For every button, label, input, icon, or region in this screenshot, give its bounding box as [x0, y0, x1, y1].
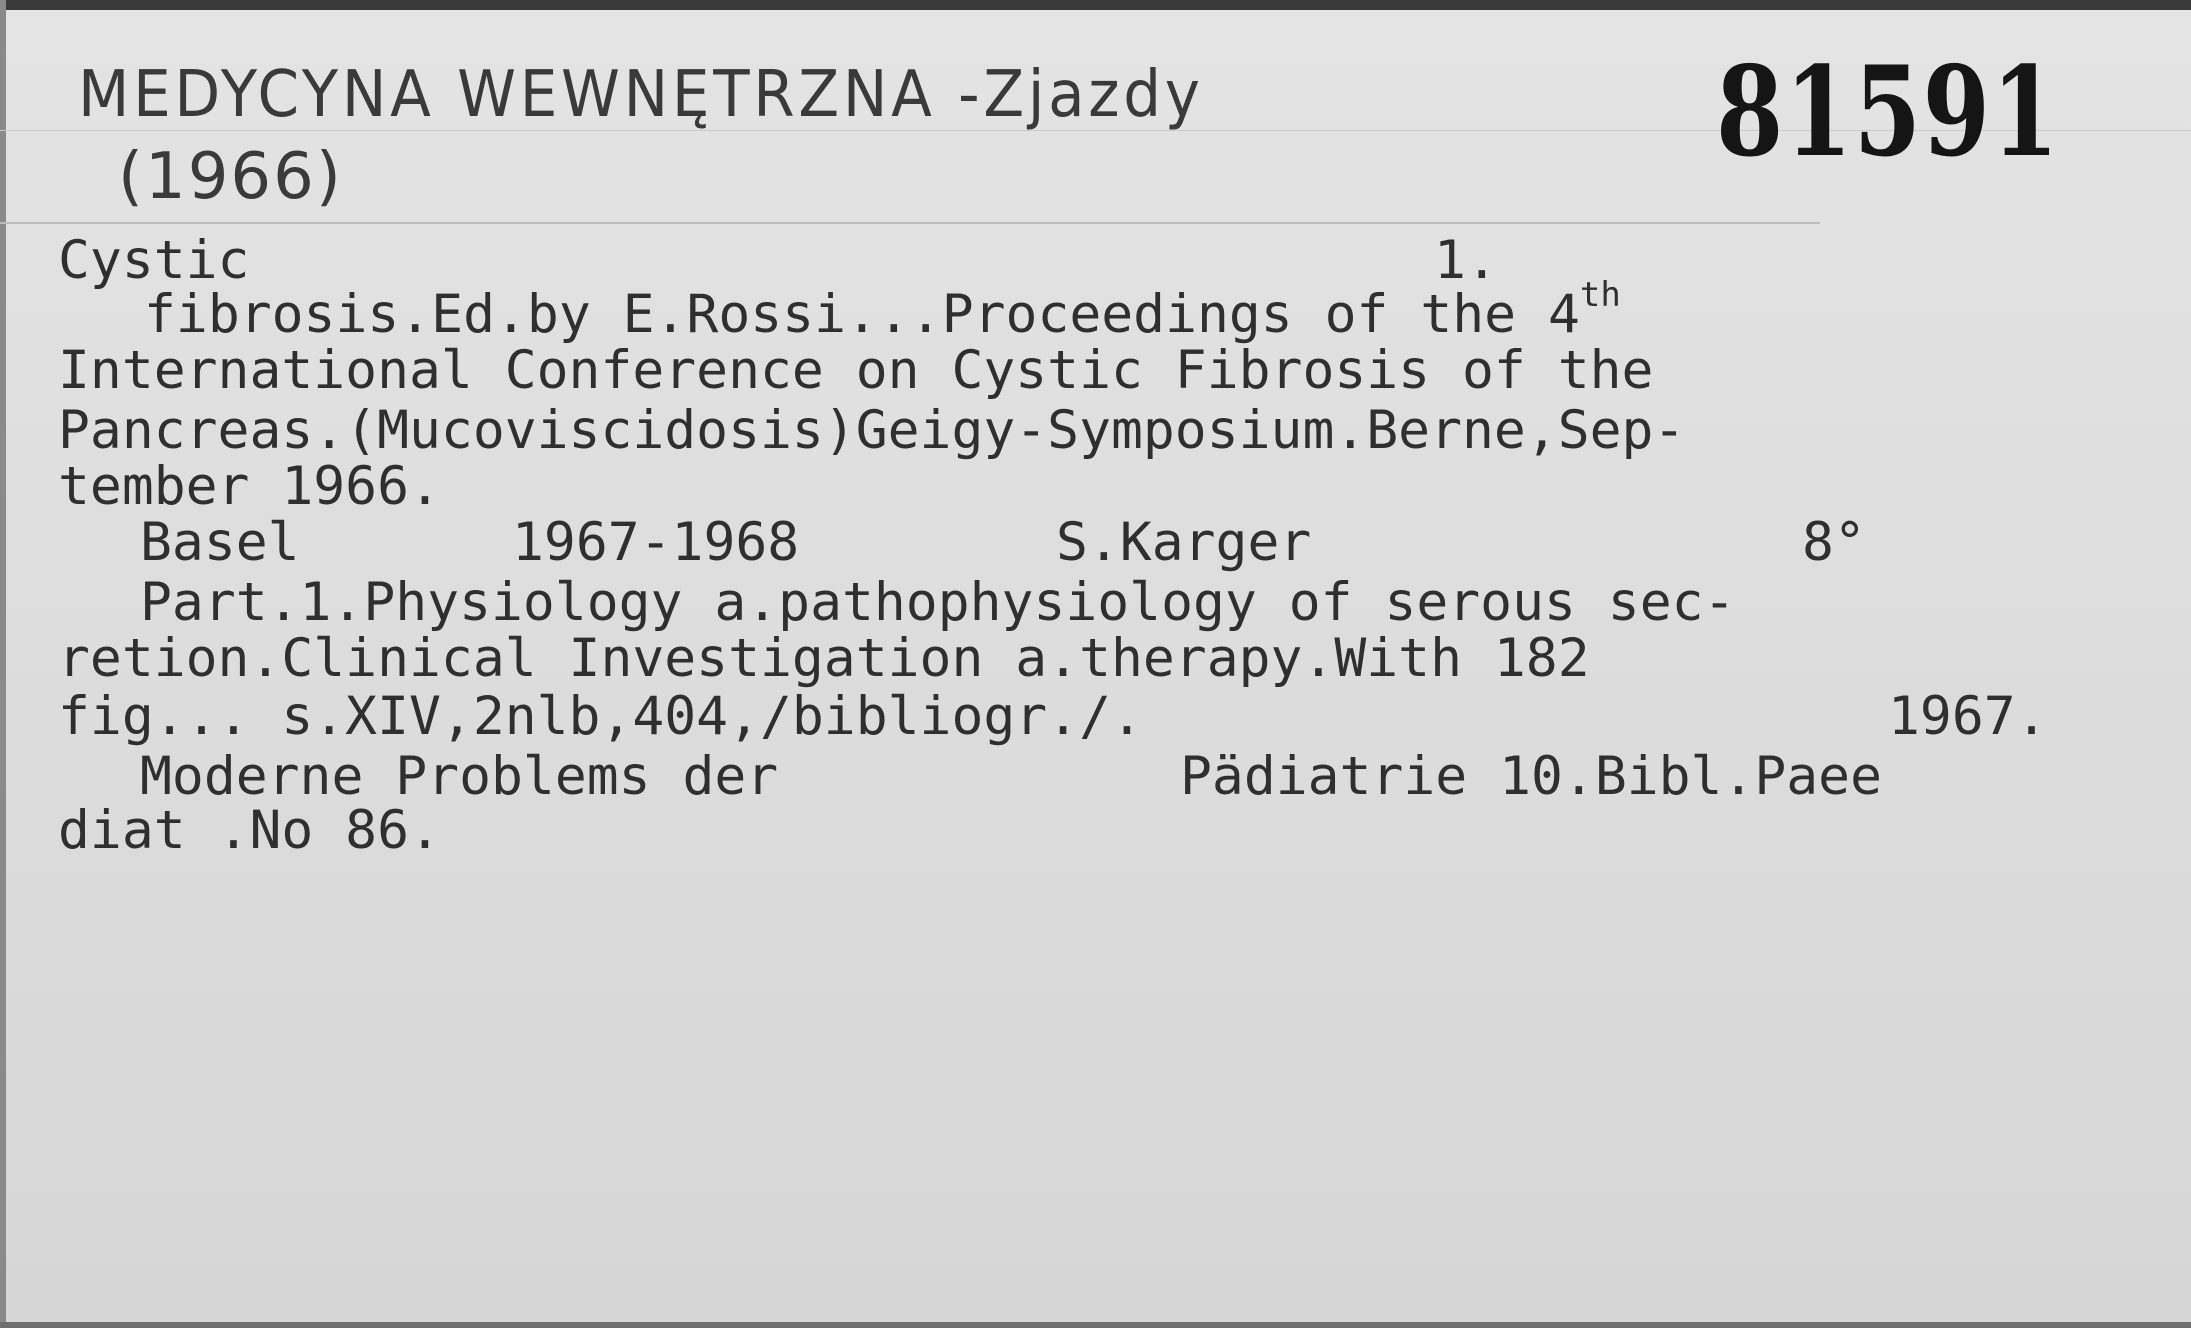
series-line-1-right: Pädiatrie 10.Bibl.Paee — [1180, 746, 1882, 807]
series-line-2: diat .No 86. — [58, 800, 441, 861]
imprint-publisher: S.Karger — [1056, 512, 1312, 573]
title-line-4: tember 1966. — [58, 456, 441, 517]
part-line-2: retion.Clinical Investigation a.therapy.With 182 — [58, 628, 1590, 689]
entry-word: Cystic — [58, 230, 250, 291]
card-top-edge — [0, 0, 2191, 10]
call-number: 81591 — [1716, 40, 2061, 185]
part-line-1: Part.1.Physiology a.pathophysiology of serous sec- — [140, 572, 1736, 633]
card-left-edge — [0, 0, 6, 1328]
title-line-1 — [144, 275, 1621, 345]
title-line-2: International Conference on Cystic Fibrosis of the — [58, 340, 1654, 401]
header-rule — [0, 222, 1820, 224]
subject-heading: MEDYCYNA WEWNĘTRZNA -Zjazdy — [78, 58, 1204, 132]
part-line-3: fig... s.XIV,2nlb,404,/bibliogr./. — [58, 686, 1143, 747]
title-line-3: Pancreas.(Mucoviscidosis)Geigy-Symposium.Berne,Sep- — [58, 400, 1686, 461]
part-line-3-year: 1967. — [1888, 686, 2048, 747]
subject-year: (1966) — [118, 140, 343, 214]
imprint-format: 8° — [1802, 512, 1866, 573]
title-line-1-text: fibrosis.Ed.by E.Rossi...Proceedings of the 4 — [144, 284, 1580, 345]
card-bottom-edge — [0, 1322, 2191, 1328]
imprint-place: Basel — [140, 512, 300, 573]
volume-marker: 1. — [1434, 230, 1498, 291]
title-line-1-superscript: th — [1579, 275, 1621, 315]
imprint-years: 1967-1968 — [512, 512, 800, 573]
series-line-1-left: Moderne Problems der — [140, 746, 779, 807]
